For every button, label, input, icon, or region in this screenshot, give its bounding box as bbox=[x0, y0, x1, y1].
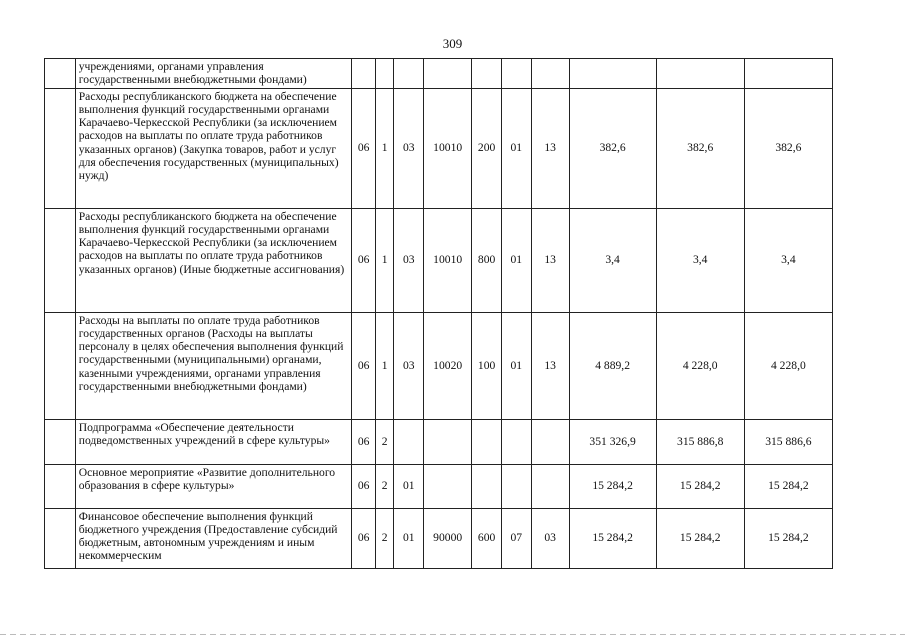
amount-cell: 15 284,2 bbox=[744, 508, 832, 568]
code-cell bbox=[394, 419, 424, 464]
budget-table bbox=[44, 58, 833, 569]
code-cell bbox=[375, 59, 393, 89]
row-name: Финансовое обеспечение выполнения функций бюджетного учреждения (Предоставление субсидий бюджетным, автономным учреждениям и иным некоммерческим bbox=[75, 508, 352, 568]
table-row bbox=[45, 464, 833, 508]
table-row bbox=[45, 59, 833, 89]
code-cell bbox=[472, 464, 502, 508]
code-cell: 10020 bbox=[424, 312, 472, 419]
code-cell: 90000 bbox=[424, 508, 472, 568]
code-cell: 06 bbox=[352, 208, 376, 312]
amount-cell: 15 284,2 bbox=[656, 508, 744, 568]
amount-cell: 382,6 bbox=[569, 88, 656, 208]
amount-cell bbox=[656, 59, 744, 89]
amount-cell: 315 886,8 bbox=[656, 419, 744, 464]
table-row bbox=[45, 508, 833, 568]
row-name: учреждениями, органами управления государственными внебюджетными фондами) bbox=[75, 59, 352, 89]
code-cell: 06 bbox=[352, 88, 376, 208]
amount-cell bbox=[744, 59, 832, 89]
code-cell bbox=[394, 59, 424, 89]
row-index-cell bbox=[45, 59, 76, 89]
code-cell: 06 bbox=[352, 464, 376, 508]
table-row bbox=[45, 312, 833, 419]
page-number: 309 bbox=[442, 36, 463, 51]
code-cell bbox=[424, 464, 472, 508]
row-index-cell bbox=[45, 419, 76, 464]
code-cell: 13 bbox=[531, 208, 569, 312]
code-cell: 1 bbox=[375, 88, 393, 208]
amount-cell: 351 326,9 bbox=[569, 419, 656, 464]
row-name: Расходы республиканского бюджета на обеспечение выполнения функций государственными органами Карачаево-Черкесской Республики (за исключением расходов на выплаты по оплате труда работников указанных органов) (Иные бюджетные ассигнования) bbox=[75, 208, 352, 312]
amount-cell: 3,4 bbox=[569, 208, 656, 312]
amount-cell: 4 228,0 bbox=[744, 312, 832, 419]
row-name: Расходы на выплаты по оплате труда работников государственных органов (Расходы на выплаты персоналу в целях обеспечения выполнения функций государственными (муниципальными) органами, казенными учреждениями, органами управления государственными внебюджетными фондами) bbox=[75, 312, 352, 419]
code-cell: 03 bbox=[531, 508, 569, 568]
code-cell: 600 bbox=[472, 508, 502, 568]
code-cell: 1 bbox=[375, 208, 393, 312]
code-cell: 06 bbox=[352, 508, 376, 568]
row-index-cell bbox=[45, 508, 76, 568]
row-name: Подпрограмма «Обеспечение деятельности подведомственных учреждений в сфере культуры» bbox=[75, 419, 352, 464]
code-cell bbox=[472, 59, 502, 89]
code-cell: 100 bbox=[472, 312, 502, 419]
code-cell: 1 bbox=[375, 312, 393, 419]
code-cell: 2 bbox=[375, 419, 393, 464]
code-cell bbox=[531, 419, 569, 464]
code-cell bbox=[424, 59, 472, 89]
code-cell bbox=[352, 59, 376, 89]
amount-cell: 15 284,2 bbox=[569, 508, 656, 568]
code-cell bbox=[501, 464, 531, 508]
code-cell bbox=[531, 464, 569, 508]
code-cell: 06 bbox=[352, 419, 376, 464]
row-name: Основное мероприятие «Развитие дополнительного образования в сфере культуры» bbox=[75, 464, 352, 508]
code-cell: 03 bbox=[394, 312, 424, 419]
code-cell: 2 bbox=[375, 508, 393, 568]
amount-cell bbox=[569, 59, 656, 89]
code-cell: 2 bbox=[375, 464, 393, 508]
row-name: Расходы республиканского бюджета на обеспечение выполнения функций государственными органами Карачаево-Черкесской Республики (за исключением расходов на выплаты по оплате труда работников указанных органов) (Закупка товаров, работ и услуг для обеспечения государственных (муниципальных) нужд) bbox=[75, 88, 352, 208]
code-cell: 03 bbox=[394, 88, 424, 208]
code-cell: 13 bbox=[531, 312, 569, 419]
table-row bbox=[45, 208, 833, 312]
row-index-cell bbox=[45, 312, 76, 419]
row-index-cell bbox=[45, 464, 76, 508]
code-cell: 13 bbox=[531, 88, 569, 208]
amount-cell: 15 284,2 bbox=[656, 464, 744, 508]
amount-cell: 15 284,2 bbox=[744, 464, 832, 508]
code-cell bbox=[501, 419, 531, 464]
amount-cell: 382,6 bbox=[744, 88, 832, 208]
amount-cell: 15 284,2 bbox=[569, 464, 656, 508]
code-cell: 01 bbox=[501, 88, 531, 208]
code-cell: 01 bbox=[394, 464, 424, 508]
amount-cell: 3,4 bbox=[744, 208, 832, 312]
code-cell: 10010 bbox=[424, 208, 472, 312]
scan-edge-divider bbox=[0, 634, 905, 635]
code-cell: 06 bbox=[352, 312, 376, 419]
amount-cell: 4 889,2 bbox=[569, 312, 656, 419]
row-index-cell bbox=[45, 208, 76, 312]
table-row bbox=[45, 419, 833, 464]
amount-cell: 4 228,0 bbox=[656, 312, 744, 419]
amount-cell: 3,4 bbox=[656, 208, 744, 312]
amount-cell: 382,6 bbox=[656, 88, 744, 208]
code-cell bbox=[501, 59, 531, 89]
code-cell: 01 bbox=[501, 208, 531, 312]
code-cell bbox=[472, 419, 502, 464]
code-cell bbox=[424, 419, 472, 464]
code-cell: 10010 bbox=[424, 88, 472, 208]
code-cell bbox=[531, 59, 569, 89]
code-cell: 07 bbox=[501, 508, 531, 568]
table-row bbox=[45, 88, 833, 208]
code-cell: 200 bbox=[472, 88, 502, 208]
code-cell: 800 bbox=[472, 208, 502, 312]
code-cell: 01 bbox=[501, 312, 531, 419]
amount-cell: 315 886,6 bbox=[744, 419, 832, 464]
code-cell: 01 bbox=[394, 508, 424, 568]
code-cell: 03 bbox=[394, 208, 424, 312]
row-index-cell bbox=[45, 88, 76, 208]
